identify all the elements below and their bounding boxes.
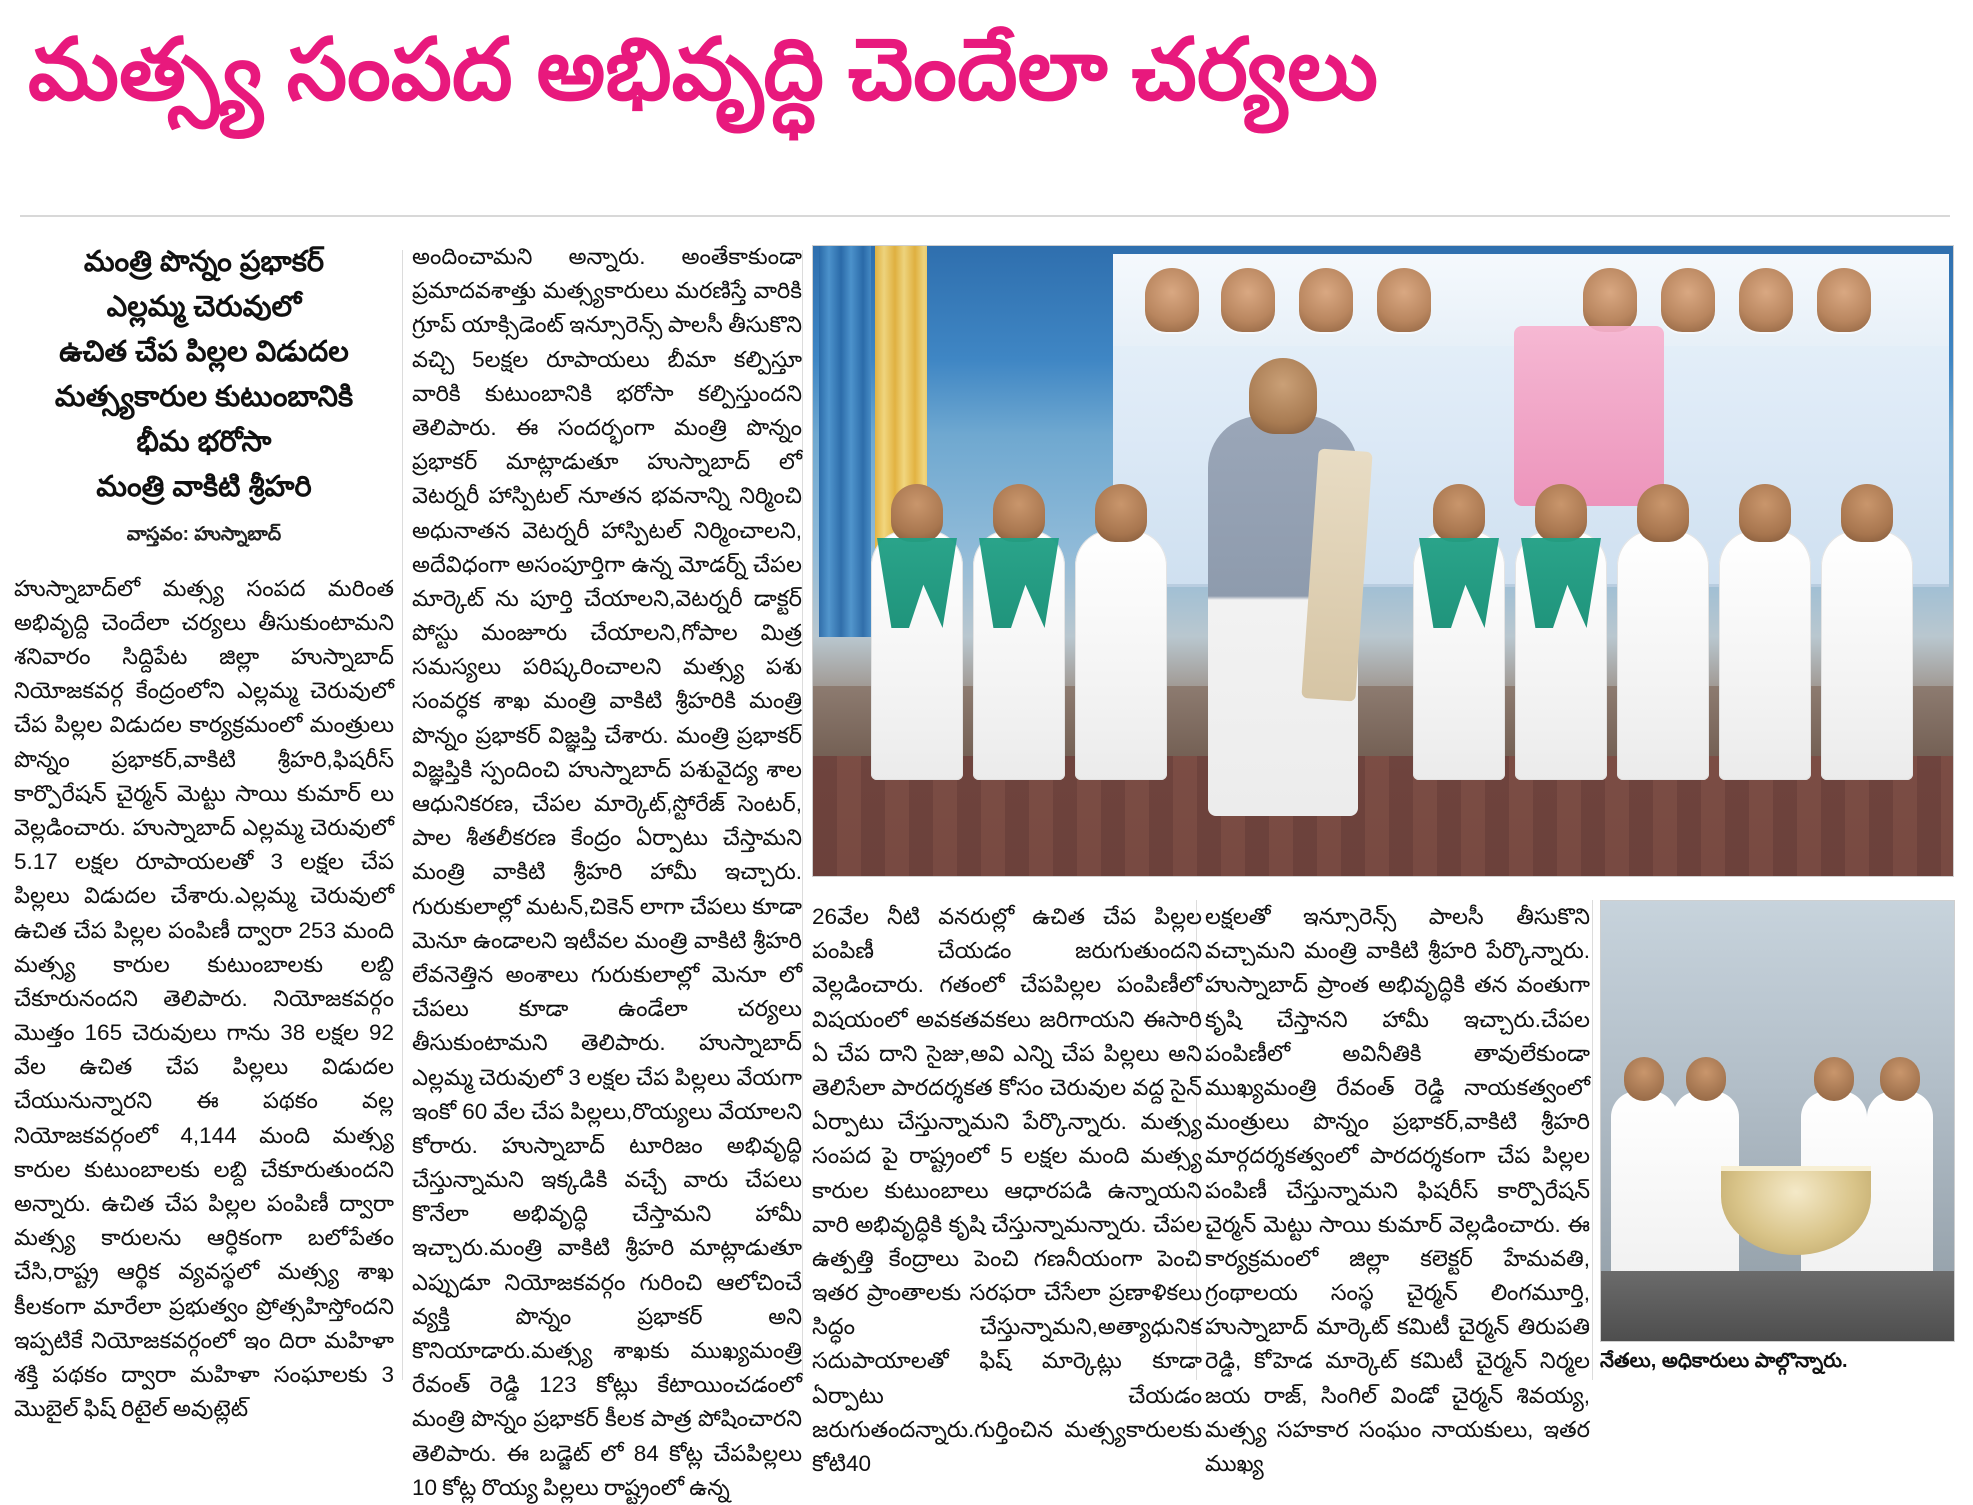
standfirst [14, 240, 394, 510]
person-head [1739, 484, 1791, 542]
person-head [891, 484, 943, 542]
seated-person [1617, 530, 1709, 780]
banner-figure [1514, 326, 1664, 506]
article-body-column-2: అందించామని అన్నారు. అంతేకాకుండా ప్రమాదవశాత్తు మత్స్యకారులు మరణిస్తే వారికి గ్రూప్ యాక్సిడెంట్ ఇన్సూరెన్స్ పాలసీ తీసుకొని వచ్చి 5లక్షల రూపాయలు బీమా కల్పిస్తూ వారికి కుటుంబానికి భరోసా కల్పిస్తుందని తెలిపారు. ఈ సందర్భంగా మంత్రి పొన్నం ప్రభాకర్ మాట్లాడుతూ హుస్నాబాద్ లో వెటర్నరీ హాస్పిటల్ నూతన భవనాన్ని నిర్మించి అధునాతన వెటర్నరీ హాస్పిటల్ నిర్మించాలని, అదేవిధంగా అసంపూర్తిగా ఉన్న మోడర్న్ చేపల మార్కెట్ ను పూర్తి చేయాలని,వెటర్నరీ డాక్టర్ పోస్టు మంజూరు చేయాలని,గోపాల మిత్ర సమస్యలు పరిష్కరించాలని మత్స్య పశు సంవర్ధక శాఖ మంత్రి వాకిటి శ్రీహరికి మంత్రి పొన్నం ప్రభాకర్ విజ్ఞప్తి చేశారు. మంత్రి ప్రభాకర్ విజ్ఞప్తికి స్పందించి హుస్నాబాద్ పశువైద్య శాల ఆధునికరణ, చేపల మార్కెట్,స్టోరేజ్ సెంటర్, పాల శీతలీకరణ కేంద్రం ఏర్పాటు చేస్తామని మంత్రి వాకిటి శ్రీహరి హామీ ఇచ్చారు. గురుకులాల్లో మటన్,చికెన్ లాగా చేపలు కూడా మెనూ ఉండాలని ఇటీవల మంత్రి వాకిటి శ్రీహరి లేవనెత్తిన అంశాలు గురుకులాల్లో మెనూ లో చేపలు కూడా ఉండేలా చర్యలు తీసుకుంటామని తెలిపారు. హుస్నాబాద్ ఎల్లమ్మ చెరువులో 3 లక్షల చేప పిల్లలు వేయగా ఇంకో 60 వేల చేప పిల్లలు,రొయ్యలు వేయాలని కోరారు. హుస్నాబాద్ టూరిజం అభివృద్ధి చేస్తున్నామని ఇక్కడికి వచ్చే వారు చేపలు కొనేలా అభివృద్ధి చేస్తామని హామీ ఇచ్చారు.మంత్రి వాకిటి శ్రీహరి మాట్లాడుతూ ఎప్పుడూ నియోజకవర్గం గురించి ఆలోచించే వ్యక్తి పొన్నం ప్రభాకర్ అని కొనియాడారు.మత్స్య శాఖకు ముఖ్యమంత్రి రేవంత్ రెడ్డి 123 కోట్లు కేటాయించడంలో మంత్రి పొన్నం ప్రభాకర్ కీలక పాత్ర పోషించారని తెలిపారు. ఈ బడ్జెట్ లో 84 కోట్ల చేపపిల్లలు 10 కోట్ల రొయ్య పిల్లలు రాష్ట్రంలో ఉన్న [412, 244, 802, 1500]
banner-portrait-icon [1817, 268, 1871, 332]
seated-person [1075, 530, 1167, 780]
banner-portrait-icon [1377, 268, 1431, 332]
column-divider-1 [402, 250, 403, 1380]
standfirst-line: ఎల్లమ్మ చెరువులో [106, 290, 302, 323]
green-shawl [979, 538, 1059, 628]
banner-portrait-icon [1583, 268, 1637, 332]
standfirst-line: మత్స్యకారుల కుటుంబానికి [54, 380, 354, 413]
person-head [1686, 1057, 1726, 1101]
person-head [1095, 484, 1147, 542]
article-body-column-1: హుస్నాబాద్‌లో మత్స్య సంపద మరింత అభివృద్ది చెందేలా చర్యలు తీసుకుంటామని శనివారం సిద్దిపేట జిల్లా హుస్నాబాద్ నియోజకవర్గ కేంద్రంలోని ఎల్లమ్మ చెరువులో చేప పిల్లల విడుదల కార్యక్రమంలో మంత్రులు పొన్నం ప్రభాకర్,వాకిటి శ్రీహరి,ఫిషరీస్ కార్పొరేషన్ చైర్మన్ మెట్టు సాయి కుమార్ లు వెల్లడించారు. హుస్నాబాద్ ఎల్లమ్మ చెరువులో 5.17 లక్షల రూపాయలతో 3 లక్షల చేప పిల్లలు విడుదల చేశారు.ఎల్లమ్మ చెరువులో ఉచిత చేప పిల్లల పంపిణీ ద్వారా 253 మంది మత్స్య కారుల కుటుంబాలకు లబ్ది చేకూరునందని తెలిపారు. నియోజకవర్గం మొత్తం 165 చెరువులు గాను 38 లక్షల 92 వేల ఉచిత చేప పిల్లలు విడుదల చేయునున్నారని ఈ పథకం వల్ల నియోజకవర్గంలో 4,144 మంది మత్స్య కారుల కుటుంబాలకు లబ్ది చేకూరుతుందని అన్నారు. ఉచిత చేప పిల్లల పంపిణీ ద్వారా మత్స్య కారులను ఆర్ధికంగా బలోపేతం చేసి,రాష్ట్ర ఆర్థిక వ్యవస్థలో మత్స్య శాఖ కీలకంగా మారేలా ప్రభుత్వం ప్రోత్సహిస్తోందని ఇప్పటికే నియోజకవర్గంలో ఇం దిరా మహిళా శక్తి పథకం ద్వారా మహిళా సంఘాలకు 3 మొబైల్ ఫిష్ రిటైల్ అవుట్లెట్ [14, 575, 394, 1422]
speaking-minister [1208, 416, 1358, 816]
person-head [1433, 484, 1485, 542]
page-title: మత్స్య సంపద అభివృద్ధి చెందేలా చర్యలు [28, 22, 1378, 118]
official-person [1611, 1091, 1677, 1301]
seated-person [1413, 530, 1505, 780]
column-3 [812, 900, 1202, 1481]
column-1 [14, 240, 394, 1426]
byline: వాస్తవం: హుస్నాబాద్ [126, 523, 282, 545]
person-head [1880, 1057, 1920, 1101]
person-head [1637, 484, 1689, 542]
column-divider-2 [802, 250, 803, 1380]
banner-portrait-icon [1739, 268, 1793, 332]
seated-person [973, 530, 1065, 780]
photo-caption: నేతలు, అధికారులు పాల్గొన్నారు. [1600, 1350, 1848, 1372]
stage-event-photo [812, 245, 1954, 877]
column-2 [412, 240, 802, 1505]
column-4 [1205, 900, 1590, 1481]
banner-portrait-icon [1221, 268, 1275, 332]
column-divider-4 [1592, 900, 1593, 1380]
standfirst-line: మంత్రి పొన్నం ప్రభాకర్ [83, 246, 325, 278]
green-shawl [877, 538, 957, 628]
seated-person [1719, 530, 1811, 780]
banner-portrait-icon [1145, 268, 1199, 332]
person-head [1814, 1057, 1854, 1101]
standfirst-line: ఉచిత చేప పిల్లల విడుదల [59, 335, 349, 368]
header-divider [20, 215, 1950, 217]
person-head [1249, 358, 1317, 434]
curtain-blue [819, 246, 871, 637]
official-person [1867, 1091, 1933, 1301]
ground [1601, 1271, 1954, 1341]
seated-person [1515, 530, 1607, 780]
seated-person [871, 530, 963, 780]
green-shawl [1419, 538, 1499, 628]
person-head [1535, 484, 1587, 542]
article-body-column-3: 26వేల నీటి వనరుల్లో ఉచిత చేప పిల్లల పంపిణీ చేయడం జరుగుతుందని వెల్లడించారు. గతంలో చేపపిల్లల పంపిణీలో విషయంలో అవకతవకలు జరిగాయని ఈసారి ఏ చేప దాని సైజు,అవి ఎన్ని చేప పిల్లలు అని తెలిసేలా పారదర్శకత కోసం చెరువుల వద్ద సైన్ ఏర్పాటు చేస్తున్నామని పేర్కొన్నారు. మత్స్య సంపద పై రాష్ట్రంలో 5 లక్షల మంది మత్స్య కారుల కుటుంబాలు ఆధారపడి ఉన్నాయని వారి అభివృద్ధికి కృషి చేస్తున్నామన్నారు. చేపల ఉత్పత్తి కేంద్రాలు పెంచి గణనీయంగా పెంచి ఇతర ప్రాంతాలకు సరఫరా చేసేలా ప్రణాళికలు సిద్ధం చేస్తున్నామని,అత్యాధునిక సదుపాయాలతో ఫిష్ మార్కెట్లు కూడా ఏర్పాటు చేయడం జరుగుతందన్నారు.గుర్తించిన మత్స్యకారులకు కోటి40 [812, 904, 1202, 1476]
standfirst-line: మంత్రి వాకిటి శ్రీహరి [96, 470, 312, 503]
person-head [993, 484, 1045, 542]
green-shawl [1521, 538, 1601, 628]
banner-portrait-icon [1299, 268, 1353, 332]
article-body-column-4: లక్షలతో ఇన్సూరెన్స్ పాలసీ తీసుకొని వచ్చామని మంత్రి వాకిటి శ్రీహరి పేర్కొన్నారు. హుస్నాబాద్ ప్రాంత అభివృద్ధికి తన వంతుగా కృషి చేస్తానని హామీ ఇచ్చారు.చేపల పంపిణీలో అవినీతికి తావులేకుండా ముఖ్యమంత్రి రేవంత్ రెడ్డి నాయకత్వంలో మంత్రులు పొన్నం ప్రభాకర్,వాకిటి శ్రీహరి మార్గదర్శకత్వంలో పారదర్శకంగా చేప పిల్లల పంపిణీ చేస్తున్నామని ఫిషరీస్ కార్పొరేషన్ చైర్మన్ మెట్టు సాయి కుమార్ వెల్లడించారు. ఈ కార్యక్రమంలో జిల్లా కలెక్టర్ హేమవతి, గ్రంథాలయ సంస్థ చైర్మన్ లింగమూర్తి, హుస్నాబాద్ మార్కెట్ కమిటీ చైర్మన్ తిరుపతి రెడ్డి, కోహెడ మార్కెట్ కమిటీ చైర్మన్ నిర్మల జయ రాజ్, సింగిల్ విండో చైర్మన్ శివయ్య, మత్స్య సహకార సంఘం నాయకులు, ఇతర ముఖ్య [1205, 904, 1590, 1476]
person-head [1841, 484, 1893, 542]
person-head [1624, 1057, 1664, 1101]
standfirst-line: భీమ భరోసా [136, 425, 272, 458]
seated-person [1821, 530, 1913, 780]
banner-portrait-icon [1661, 268, 1715, 332]
fish-release-photo [1600, 900, 1955, 1342]
